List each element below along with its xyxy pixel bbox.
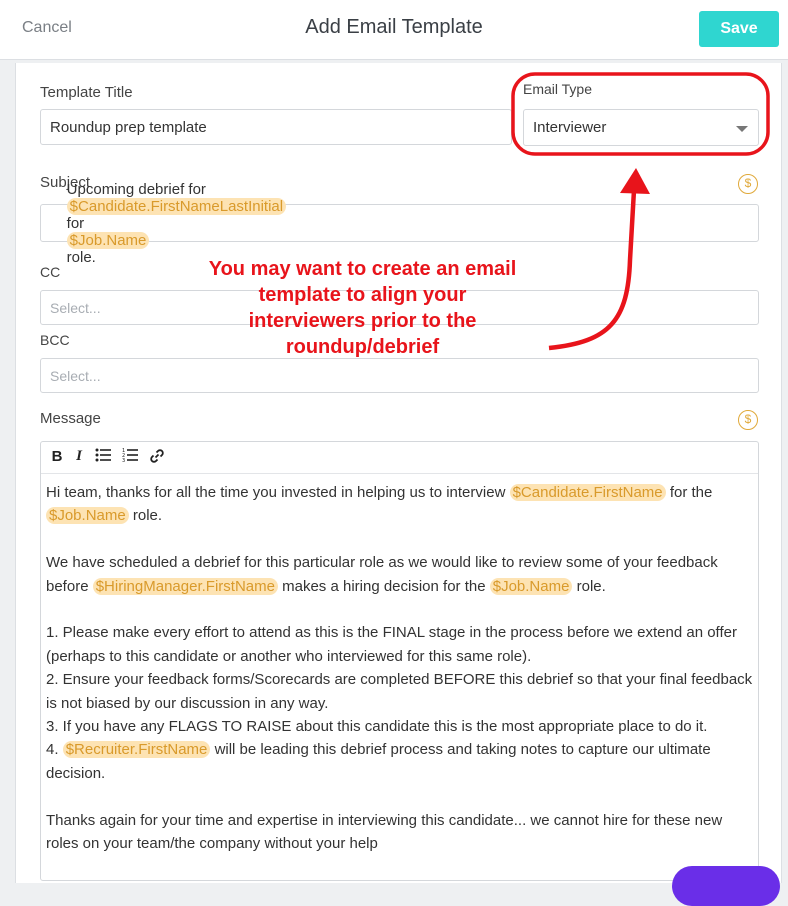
cancel-button[interactable]: Cancel [22, 19, 72, 36]
page-title: Add Email Template [305, 16, 483, 38]
message-text: role. [132, 507, 163, 525]
svg-text:1: 1 [122, 448, 126, 454]
cc-placeholder: Select... [50, 299, 101, 316]
svg-text:3: 3 [122, 458, 126, 462]
bcc-label: BCC [40, 332, 70, 348]
subject-text: for [66, 214, 85, 232]
subject-label: Subject [40, 174, 91, 191]
merge-token: $Candidate.FirstNameLastInitial [67, 198, 286, 215]
message-text: We have scheduled a debrief for this particular role as we would like to review some of your feedback before [46, 554, 718, 595]
message-text: will be leading this debrief process and taking notes to capture our ultimate decision. [46, 741, 711, 782]
merge-token: $Job.Name [67, 232, 150, 249]
highlight-box [513, 74, 768, 154]
cc-label: CC [40, 264, 61, 280]
message-list-item: 2. Ensure your feedback forms/Scorecards are completed BEFORE this debrief so that your final feedback is not biased by our discussion in any way. [46, 671, 753, 712]
merge-token: $Recruiter.FirstName [63, 741, 211, 758]
annotation-arrow [549, 190, 634, 348]
arrow-head-icon [620, 168, 650, 194]
merge-token: $Job.Name [46, 507, 129, 524]
save-button[interactable]: Save [699, 11, 779, 47]
template-title-label: Template Title [40, 84, 133, 101]
bcc-placeholder: Select... [50, 367, 101, 384]
svg-text:2: 2 [122, 453, 126, 459]
message-text: 4. [46, 741, 59, 759]
merge-token: $Job.Name [490, 578, 573, 595]
bold-icon[interactable]: B [51, 448, 63, 465]
dollar-coin-icon[interactable]: $ [738, 174, 758, 194]
dollar-coin-icon[interactable]: $ [738, 410, 758, 430]
template-title-value: Roundup prep template [50, 118, 207, 136]
merge-token: $Candidate.FirstName [510, 484, 666, 501]
subject-text: role. [66, 248, 96, 266]
email-type-value: Interviewer [533, 119, 607, 136]
message-text: role. [576, 577, 606, 595]
annotation-text: You may want to create an email template to align your interviewers prior to the roundup/debrief [208, 258, 517, 358]
merge-token: $HiringManager.FirstName [93, 578, 278, 595]
message-text: makes a hiring decision for the [282, 577, 486, 595]
message-label: Message [40, 410, 101, 427]
message-closing: Thanks again for your time and expertise in interviewing this candidate... we cannot hire for these new roles on your team/the company without your help [46, 811, 723, 853]
floating-help-button[interactable] [672, 866, 780, 906]
message-text: for the [669, 484, 713, 501]
message-text: Hi team, thanks for all the time you invested in helping us to interview [46, 484, 506, 501]
italic-icon[interactable]: I [76, 448, 82, 464]
message-list-item: 1. Please make every effort to attend as this is the FINAL stage in the process before we extend an offer (perhaps to this candidate or another who interviewed for this same role). [46, 624, 737, 665]
message-list-item: 3. If you have any FLAGS TO RAISE about this candidate this is the most appropriate place to do it. [46, 718, 708, 736]
subject-text: Upcoming debrief for [66, 180, 206, 198]
email-type-label: Email Type [523, 81, 592, 97]
